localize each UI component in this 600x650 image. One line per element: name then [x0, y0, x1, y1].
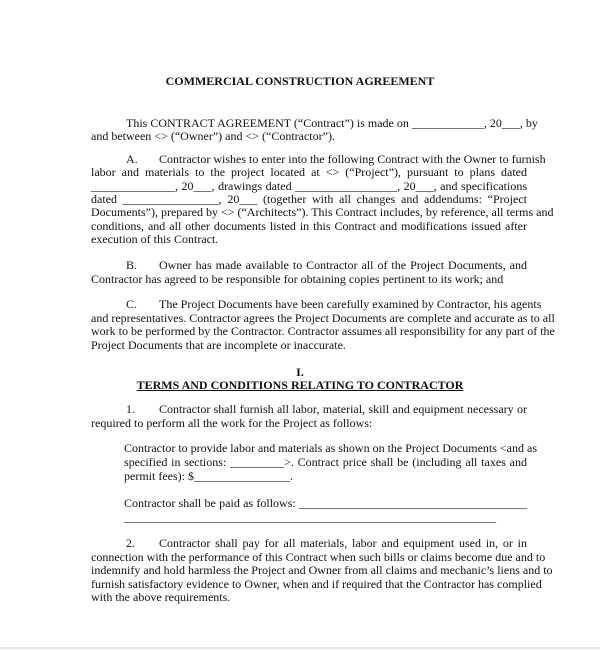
line-text: connection with the performance of this Contract when such bills or claims become due and to: [91, 550, 546, 564]
line-text: Contractor shall pay for all materials, labor and equipment used in, or in: [159, 536, 527, 550]
line-text: Contractor shall furnish all labor, material, skill and equipment necessary or: [159, 402, 527, 416]
sub-paragraph-line: [124, 511, 527, 524]
paragraph-line: [91, 563, 553, 577]
paragraph-line: [91, 339, 527, 352]
paragraph-line: [126, 403, 527, 416]
line-text: The Project Documents have been carefully examined by Contractor, his agents: [159, 297, 542, 311]
line-text: furnish satisfactory evidence to Owner, when and if required that the Contractor has complied: [91, 577, 542, 591]
line-text: Contractor has agreed to be responsible for obtaining copies pertinent to its work; and: [91, 272, 504, 286]
line-text: specified in sections: _________>. Contract price shall be (including all taxes and: [124, 455, 527, 469]
line-text: indemnify and hold harmless the Project and Owner from all claims and mechanic’s liens and to: [91, 563, 553, 577]
line-text: permit fees): $________________.: [124, 469, 293, 483]
section-heading-text: TERMS AND CONDITIONS RELATING TO CONTRACTOR: [136, 378, 464, 392]
paragraph-line: [91, 417, 527, 430]
paragraph-number: A.: [126, 152, 138, 166]
line-text: Contractor wishes to enter into the following Contract with the Owner to furnish: [159, 152, 546, 166]
paragraph-number: C.: [126, 297, 138, 311]
paragraph-line: [91, 273, 527, 286]
sub-paragraph-line: [124, 456, 527, 469]
line-text: with the above requirements.: [91, 590, 231, 604]
line-text: ______________________________________________________________: [124, 510, 496, 524]
line-text: and between <> (“Owner”) and <> (“Contractor”).: [91, 129, 335, 143]
line-text: Contractor shall be paid as follows: ______________________________________: [124, 496, 527, 510]
document-title: COMMERCIAL CONSTRUCTION AGREEMENT: [165, 74, 435, 88]
line-text: This CONTRACT AGREEMENT (“Contract”) is made on ____________, 20___, by: [126, 116, 538, 130]
paragraph-line: [91, 130, 527, 143]
paragraph-number: 1.: [126, 402, 135, 416]
paragraph-number: 2.: [126, 536, 135, 550]
line-text: work to be performed by the Contractor. Contractor assumes all responsibility for any part of the: [91, 324, 555, 338]
line-text: labor and materials to the project located at <> (“Project”), pursuant to plans dated: [91, 165, 527, 179]
section-number: I.: [296, 365, 304, 379]
paragraph-line: [91, 166, 527, 179]
paragraph-line: [91, 324, 555, 338]
line-text: required to perform all the work for the Project as follows:: [91, 416, 373, 430]
line-text: dated ________________, 20___ (together with all changes and addendums: “Project: [91, 192, 527, 206]
paragraph-line: [126, 297, 542, 311]
line-text: execution of this Contract.: [91, 232, 219, 246]
paragraph-line: [91, 233, 527, 246]
section-heading: [0, 378, 600, 393]
line-text: Contractor to provide labor and materials as shown on the Project Documents <and as: [124, 441, 537, 455]
line-text: conditions, and all other documents listed in this Contract and modifications issued after: [91, 219, 527, 233]
sub-paragraph-line: [124, 497, 527, 510]
paragraph-number: B.: [126, 258, 138, 272]
line-text: Project Documents that are incomplete or inaccurate.: [91, 338, 346, 352]
paragraph-line: [91, 591, 527, 604]
line-text: ______________, 20___, drawings dated _________________, 20___, and specifications: [91, 179, 527, 193]
sub-paragraph-line: [124, 470, 527, 483]
line-text: Documents”), prepared by <> (“Architects”). This Contract includes, by reference, all terms and: [91, 205, 554, 219]
line-text: Owner has made available to Contractor all of the Project Documents, and: [159, 258, 527, 272]
paragraph-line: [126, 537, 527, 550]
paragraph-line: [91, 205, 554, 219]
paragraph-line: [126, 259, 527, 272]
sub-paragraph-line: [124, 441, 537, 455]
line-text: and representatives. Contractor agrees the Project Documents are complete and accurate as to all: [91, 311, 555, 325]
